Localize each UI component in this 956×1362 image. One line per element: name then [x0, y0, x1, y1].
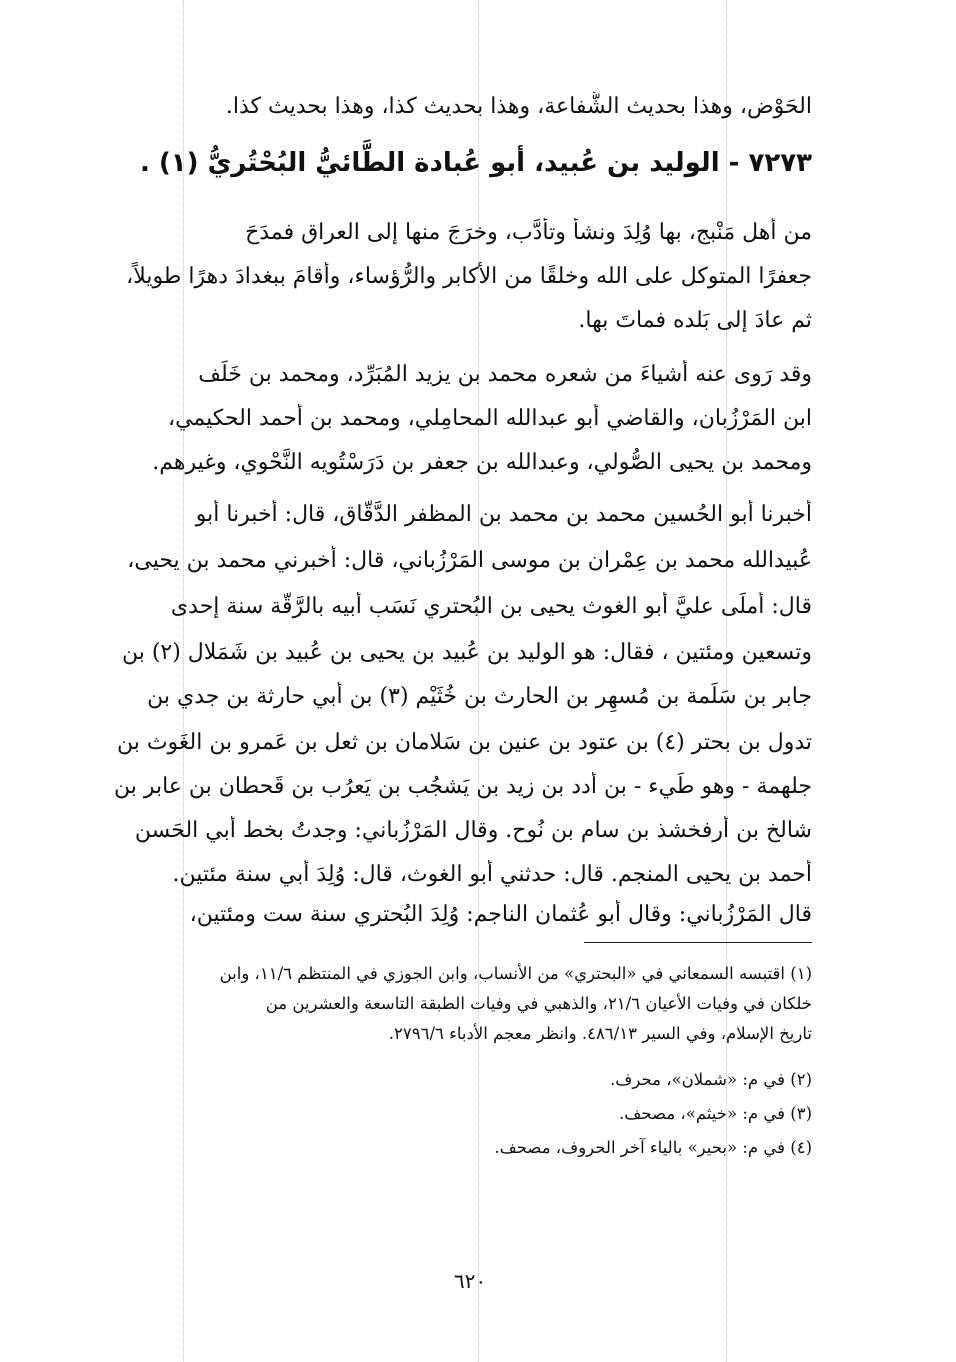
paragraph-line: أحمد بن يحيى المنجم. قال: حدثني أبو الغوث، قال: وُلِدَ أبي سنة مئتين. [172, 862, 812, 887]
paragraph-line: ثم عادَ إلى بَلده فماتَ بها. [578, 308, 812, 333]
paragraph-line: شالخ بن أرفخشذ بن سام بن نُوح. وقال المَرْزُباني: وجدتُ بخط أبي الحَسن [134, 818, 812, 843]
paragraph-line: قال المَرْزُباني: وقال أبو عُثمان الناجم: وُلِدَ البُحتري سنة ست ومئتين، [189, 902, 812, 927]
footnote-text: في م: «بحير» بالياء آخر الحروف، مصحف. [494, 1138, 785, 1157]
paragraph-line: عُبيدالله محمد بن عِمْران بن موسى المَرْزُباني، قال: أخبرني محمد بن يحيى، [127, 548, 812, 573]
paragraph-line: جابر بن سَلَمة بن مُسهِر بن الحارث بن خُثَيْم (٣) بن أبي حارثة بن جدي بن [147, 684, 812, 709]
footnote-text: في م: «شملان»، محرف. [610, 1070, 785, 1089]
footnote-2 [100, 1068, 812, 1092]
footnote-1-continuation: خلكان في وفيات الأعيان ٢١/٦، والذهبي في وفيات الطبقة التاسعة والعشرين من [265, 994, 812, 1013]
footnote-text: في م: «خيثم»، مصحف. [619, 1104, 785, 1123]
paragraph-line: أخبرنا أبو الحُسين محمد بن محمد بن المظفر الدَّقَّاق، قال: أخبرنا أبو [195, 502, 812, 527]
paragraph-line: جلهمة - وهو طَيء - بن أُدد بن زيد بن يَشجُب بن يَعرُب بن قَحطان بن عابر بن [113, 774, 812, 799]
paragraph-line: ابن المَرْزُبان، والقاضي أبو عبدالله المحامِلي، ومحمد بن أحمد الحكيمي، [167, 406, 812, 431]
paragraph-line: قال: أملَى عليَّ أبو الغوث يحيى بن البُحتري نَسَب أبيه بالرَّقَّة سنة إحدى [170, 594, 812, 619]
footnote-3 [100, 1102, 812, 1126]
footnote-number: (٤) [790, 1138, 812, 1157]
main-text [100, 0, 812, 1362]
page-number: ٦٢٠ [453, 1269, 487, 1293]
footnote-separator [584, 942, 812, 943]
paragraph-line: وتسعين ومئتين ، فقال: هو الوليد بن عُبيد بن يحيى بن عُبيد بن شَمَلال (٢) بن [121, 640, 812, 665]
footnote-text: اقتبسه السمعاني في «البحتري» من الأنساب، وابن الجوزي في المنتظم ١١/٦، وابن [219, 964, 785, 983]
paragraph-line: وقد رَوى عنه أشياءَ من شعره محمد بن يزيد المُبَرِّد، ومحمد بن خَلَف [198, 362, 812, 387]
footnote-number: (٢) [790, 1070, 812, 1089]
paragraph-line: ومحمد بن يحيى الصُّولي، وعبدالله بن جعفر بن دَرَسْتُويه النَّحْوي، وغيرهم. [152, 450, 812, 475]
entry-heading: ٧٢٧٣ - الوليد بن عُبيد، أبو عُبادة الطَّائيُّ البُحْتُريُّ (١) . [139, 148, 812, 178]
paragraph-line: من أهل مَنْبج، بها وُلِدَ ونشأ وتأدَّب، وخرَجَ منها إلى العراق فمدَحَ [245, 220, 812, 245]
footnote-number: (٣) [790, 1104, 812, 1123]
continuation-line: الحَوْض، وهذا بحديث الشَّفاعة، وهذا بحديث كذا، وهذا بحديث كذا. [225, 94, 812, 119]
paragraph-line: تدول بن بحتر (٤) بن عتود بن عنين بن سَلامان بن ثعل بن عَمرو بن الغَوث بن [116, 730, 812, 755]
paragraph-line: جعفرًا المتوكل على الله وخلقًا من الأكابر والرُّؤساء، وأقامَ ببغدادَ دهرًا طويلاً، [126, 264, 812, 289]
footnote-1 [100, 962, 812, 986]
footnote-4 [100, 1136, 812, 1160]
footnote-number: (١) [790, 964, 812, 983]
footnote-1-continuation: تاريخ الإسلام، وفي السير ٤٨٦/١٣. وانظر معجم الأدباء ٢٧٩٦/٦. [388, 1024, 812, 1043]
